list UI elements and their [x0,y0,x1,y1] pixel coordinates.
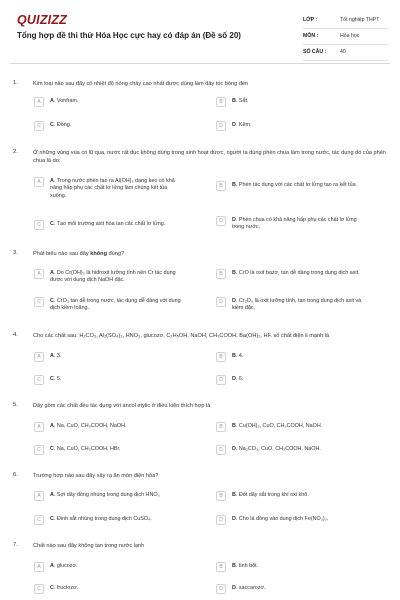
document-title: Tổng hợp đề thi thử Hóa Học cực hay có đáp án (Đề số 20) [17,31,241,40]
option-content: Cho lá đồng vào dung dịch Fe(NO₃)₃. [238,516,329,522]
option-content: glucozơ. [56,563,78,569]
quizizz-logo[interactable]: QUIZIZZ [17,13,68,27]
option-letter: C [50,298,54,304]
option-content: Vonfram. [56,98,79,104]
meta-row-subject [303,29,388,45]
option-letter-box: C [34,445,44,455]
option-letter: D [232,122,236,128]
option-content: 6. [238,376,244,382]
option-letter: A [50,178,54,184]
option-letter: A [50,353,54,359]
question-text [33,250,388,258]
question-number: 7. [13,542,18,548]
option-letter-box: C [34,121,44,131]
option-content: Na, CuO, CH₃COOH, HBr. [56,446,121,452]
option-content: Sợi dây đồng nhúng trong dung dịch HNO₃ [56,492,160,498]
option-text: A. Do Cr(OH)₃ là hiđroxit lưỡng tính nên Cr tác dụng được với dung dịch NaOH đặc. [50,270,176,284]
option-letter: A [50,423,54,429]
option-letter: C [50,446,54,452]
meta-label: LỚP : [303,17,318,23]
option-letter: A [50,563,54,569]
option-letter-box: D [216,584,226,594]
option-text: D. Kẽm. [232,122,252,128]
option-content: CrO₃ tan dễ trong nước, tác dụng dễ dàng với dung dịch kiềm loãng. [50,298,181,312]
option-text: B. CrO là oxit bazơ, tan dễ dàng trong dung dịch axit. [232,270,360,276]
option-text: C. Đinh sắt nhúng trong dung dịch CuSO₄. [50,516,152,522]
option-letter-box: C [34,220,44,230]
option-letter-box: D [216,216,226,226]
option-letter: A [50,270,54,276]
option-text: C. Na, CuO, CH₃COOH, HBr. [50,446,121,452]
question-text: Trường hợp nào sau đây xảy ra ăn mòn điện hóa? [33,473,159,479]
option-text: D. 6. [232,376,244,382]
option-letter: C [50,122,54,128]
option-letter: C [50,376,54,382]
question-number: 5. [13,402,18,408]
option-text: B. Cu(OH)₂, CuO, CH₃COOH, NaOH. [232,423,323,429]
option-letter: D [232,516,236,522]
meta-value: Tốt nghiệp THPT [340,17,380,23]
option-content: Phèn chua có khả năng hấp phụ các chất lơ lửng trong nước. [232,217,357,231]
option-letter: A [50,98,54,104]
question-text-part: đúng? [107,251,125,257]
option-content: Kẽm. [238,122,252,128]
option-text: B. 4. [232,353,244,359]
option-text: D. Na₂CO₃, CuO, CH₃COOH, NaOH. [232,446,321,452]
meta-row-class [303,13,388,29]
question-text: Dãy gồm các chất đều tác dụng với ancol etylic ở điều kiện thích hợp là [33,403,211,409]
option-letter: C [50,585,54,591]
option-content: Đinh sắt nhúng trong dung dịch CuSO₄. [56,516,152,522]
option-content: Sắt. [238,98,249,104]
option-text: B. tinh bột. [232,563,259,569]
option-letter-box: C [34,297,44,307]
option-text: A. Trong nước phèn tạo ra Al(OH)₃ dạng keo có khả năng hấp phụ các chất lơ lửng làm chúng kết tủa xuống. [50,178,175,199]
option-content: Phèn tác dụng với các chất lơ lửng tạo ra kết tủa. [238,182,358,188]
option-letter-box: D [216,375,226,385]
option-content: Trong nước phèn tạo ra Al(OH)₃ dạng keo có khả năng hấp phụ các chất lơ lửng làm chúng kết tủa xuống. [50,178,175,199]
meta-table [303,13,388,61]
option-content: Đốt dây sắt trong khí oxi khô. [238,492,309,498]
option-letter: B [232,98,236,104]
option-text: B. Sắt. [232,98,249,104]
option-letter: D [232,446,236,452]
option-letter: B [232,182,236,188]
option-text: C. 5. [50,376,62,382]
meta-value: Hóa học [340,33,360,39]
option-letter-box: B [216,422,226,432]
option-letter-box: B [216,491,226,501]
option-letter: B [232,270,236,276]
option-letter: A [50,492,54,498]
option-text: A. 3. [50,353,62,359]
option-text: D. Cr₂O₃ là oxit lưỡng tính, tan trong dung dịch axit và kiềm đặc. [232,298,362,312]
option-text: B. Đốt dây sắt trong khí oxi khô. [232,492,309,498]
option-letter: D [232,376,236,382]
option-letter-box: A [34,269,44,279]
option-letter-box: D [216,445,226,455]
option-text: D. saccarozơ. [232,585,266,591]
option-letter-box: B [216,97,226,107]
option-letter-box: D [216,297,226,307]
option-text: C. Đồng. [50,122,72,128]
question-number: 3. [13,250,18,256]
option-content: Cr₂O₃ là oxit lưỡng tính, tan trong dung dịch axit và kiềm đặc. [232,298,362,312]
option-content: 5. [56,376,62,382]
option-letter-box: A [34,562,44,572]
option-text: A. Sợi dây đồng nhúng trong dung dịch HNO₃ [50,492,160,498]
option-letter-box: D [216,515,226,525]
question-text: Ở những vùng vùa có lũ qua, nước rất đục không dùng trong sinh hoạt được, người ta dùng phèn chua làm trong nước, tác dụng đó của phèn chua là do: [33,150,386,165]
option-content: 3. [56,353,62,359]
option-content: Đồng. [56,122,72,128]
option-letter: B [232,353,236,359]
option-content: Do Cr(OH)₃ là hiđroxit lưỡng tính nên Cr tác dụng được với dung dịch NaOH đặc. [50,270,176,284]
option-letter: C [50,516,54,522]
option-letter: D [232,217,236,223]
option-letter: B [232,563,236,569]
option-content: tinh bột. [238,563,259,569]
question-number: 4. [13,332,18,338]
option-text: A. Vonfram. [50,98,79,104]
option-letter: D [232,298,236,304]
option-letter: B [232,492,236,498]
option-content: fructozơ. [56,585,79,591]
option-letter-box: A [34,352,44,362]
option-letter-box: C [34,375,44,385]
option-text: C. Tạo môi trường axit hòa tan các chất lơ lửng. [50,221,166,227]
meta-label: SỐ CÂU : [303,49,327,55]
option-text: C. fructozơ. [50,585,79,591]
option-letter-box: A [34,491,44,501]
meta-row-count [303,45,388,61]
option-text: C. CrO₃ tan dễ trong nước, tác dụng dễ dàng với dung dịch kiềm loãng. [50,298,181,312]
option-content: 4. [238,353,244,359]
question-number: 2. [13,149,18,155]
question-text: Chất nào sau đây không tan trong nước lạnh [33,543,145,549]
meta-value: 40 [340,49,346,55]
question-number: 6. [13,472,18,478]
option-letter-box: C [34,584,44,594]
option-letter-box: C [34,515,44,525]
option-text: D. Cho lá đồng vào dung dịch Fe(NO₃)₃. [232,516,329,522]
question-text-emphasis: không [90,251,108,257]
header [0,0,400,64]
option-content: CrO là oxit bazơ, tan dễ dàng trong dung dịch axit. [238,270,360,276]
option-letter-box: A [34,177,44,187]
meta-label: MÔN : [303,33,319,39]
option-content: Na₂CO₃, CuO, CH₃COOH, NaOH. [238,446,321,452]
question-text-part: Phát biểu nào sau đây [33,251,91,257]
option-letter-box: B [216,562,226,572]
option-text: A. Na, CuO, CH₃COOH, NaOH. [50,423,127,429]
header-divider [10,63,390,64]
option-letter-box: A [34,422,44,432]
question-number: 1. [13,80,18,86]
option-letter: C [50,221,54,227]
option-letter-box: B [216,352,226,362]
option-content: saccarozơ. [238,585,266,591]
option-text: A. glucozơ. [50,563,78,569]
option-text: B. Phèn tác dụng với các chất lơ lửng tạo ra kết tủa. [232,182,358,188]
option-letter: D [232,585,236,591]
option-content: Tạo môi trường axit hòa tan các chất lơ lửng. [56,221,166,227]
question-text: Cho các chất sau: H₂CO₃, Al₂(SO₄)₃, HNO₃, glucozơ, C₂H₅OH, NaOH, CH₃COOH, Ba(OH)₂, HF. số chất điện li mạnh là [33,333,330,339]
option-letter-box: B [216,181,226,191]
option-letter-box: B [216,269,226,279]
option-letter: B [232,423,236,429]
option-letter-box: A [34,97,44,107]
option-content: Na, CuO, CH₃COOH, NaOH. [56,423,127,429]
option-content: Cu(OH)₂, CuO, CH₃COOH, NaOH. [238,423,323,429]
option-letter-box: D [216,121,226,131]
question-text: Kim loại nào sau đây có nhiệt độ nóng chảy cao nhất được dùng làm dây tóc bóng đèn [33,81,249,87]
option-text: D. Phèn chua có khả năng hấp phụ các chất lơ lửng trong nước. [232,217,357,231]
